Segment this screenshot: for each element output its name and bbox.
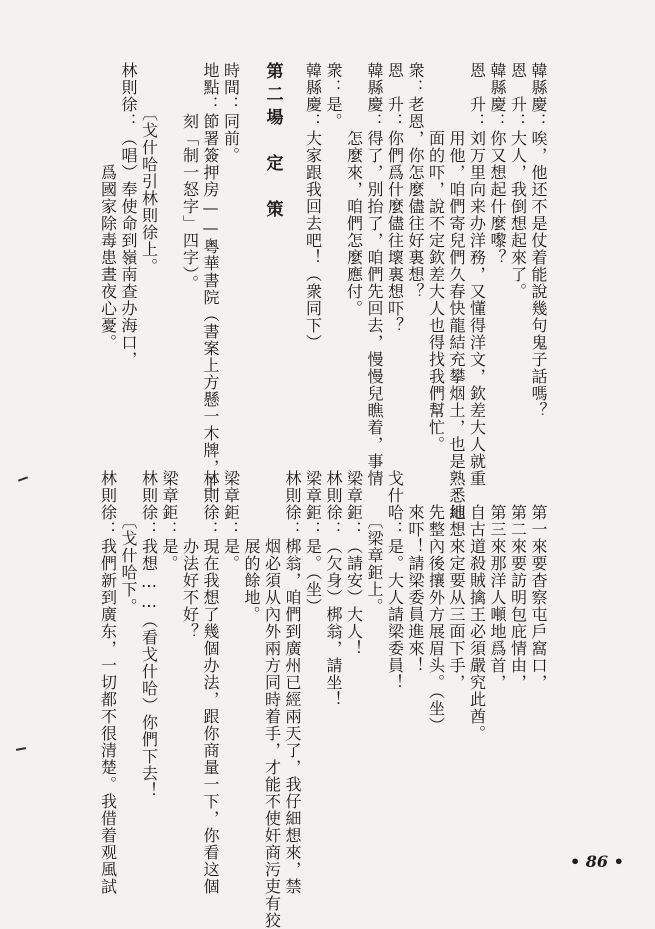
text-column: 來吓！請梁委員進來！: [406, 470, 425, 674]
text-column: 展的餘地。: [242, 470, 261, 623]
text-column: 韓縣慶：你又想起什麼嚟？: [488, 62, 507, 266]
text-column: 梁章鉅：是。: [160, 470, 179, 572]
text-column: 韓縣慶：得了，別抬了，咱們先回去，慢慢兒瞧着，事情: [365, 62, 384, 487]
text-column: 恩 升：刘万里向来办洋務，又懂得洋文，欽差大人就重: [467, 62, 487, 487]
scene-heading: 第二場 定 策: [262, 62, 283, 223]
text-column: 林則徐：（唱）奉使命到嶺南查办海口，: [119, 62, 138, 368]
text-column: 衆：是。: [324, 62, 343, 130]
text-column: 第二來要訪明包庇情由，: [508, 470, 528, 691]
text-column: 第一來要杳察屯戶窩口，: [529, 470, 548, 691]
text-column: 第三來那洋人噸地爲首，: [488, 470, 507, 691]
text-column: 面的吓，說不定欽差大人也得找我們幫忙。: [426, 62, 446, 453]
text-column: 梁章鉅：（請安）大人！: [344, 470, 364, 657]
text-column: 〔梁章鉅上。: [365, 470, 384, 615]
text-column: 地點：節署簽押房——粵華書院（書案上方懸一木牌，上: [201, 62, 220, 493]
margin-mark: [18, 476, 28, 481]
text-column: 細想來定要从三面下手，: [447, 470, 466, 691]
text-column: 林則徐：梆翁，咱們到廣州已經兩天了，我仔細想來，禁: [283, 470, 302, 895]
text-column: 時間：同前。: [221, 62, 241, 164]
text-column: 自古道殺賊擒王必須嚴究此酋。: [467, 470, 487, 742]
text-column: 韓縣慶：大家跟我回去吧！（衆同下）: [303, 62, 323, 351]
text-column: 刻「制一怒字」四字）。: [180, 62, 200, 292]
text-column: 恩 升：大人，我倒想起來了。: [508, 62, 528, 300]
text-column: 恩 升：你們爲什麼儘往壞裏想吓？: [385, 62, 405, 334]
text-column: 衆：老恩，你怎麼儘往好裏想？: [406, 62, 425, 300]
text-column: 林則徐：（欠身）梆翁，請坐！: [324, 470, 343, 708]
text-column: 〔戈什哈引林則徐上。: [139, 62, 159, 275]
text-column: 用他，咱們寄兒們久春快龍結充攀烟土，也是熟悉地: [447, 62, 466, 521]
text-column: 林則徐：我們新到廣东，一切都不很清楚。我借着观風試: [98, 470, 118, 895]
page-number: • 86 •: [570, 852, 624, 871]
text-column: 〔戈什哈下。: [119, 470, 138, 615]
text-column: 林則徐：現在我想了幾個办法，跟你商量一下，你看这個: [201, 470, 220, 895]
text-column: 烟必須从內外兩方同時着手，才能不使奸商污吏有狡: [262, 470, 282, 929]
text-column: 怎麼來，咱們怎麼應付。: [344, 62, 364, 317]
margin-mark: [16, 747, 26, 751]
text-column: 戈什哈：是。大人請梁委員！: [385, 470, 405, 691]
text-column: 梁章鉅：是。（坐）: [303, 470, 323, 615]
text-column: 办法好不好？: [180, 470, 200, 640]
text-column: 韓縣慶：唉，他还不是仗着能說幾句鬼子話嗎？: [529, 62, 548, 419]
text-column: 爲國家除毒患晝夜心憂。: [98, 62, 118, 351]
text-column: 先整內後攘外方展眉头。（坐）: [426, 470, 446, 734]
text-column: 林則徐：我想……（看戈什哈）你們下去！: [139, 470, 159, 799]
text-column: 梁章鉅：是。: [221, 470, 241, 572]
